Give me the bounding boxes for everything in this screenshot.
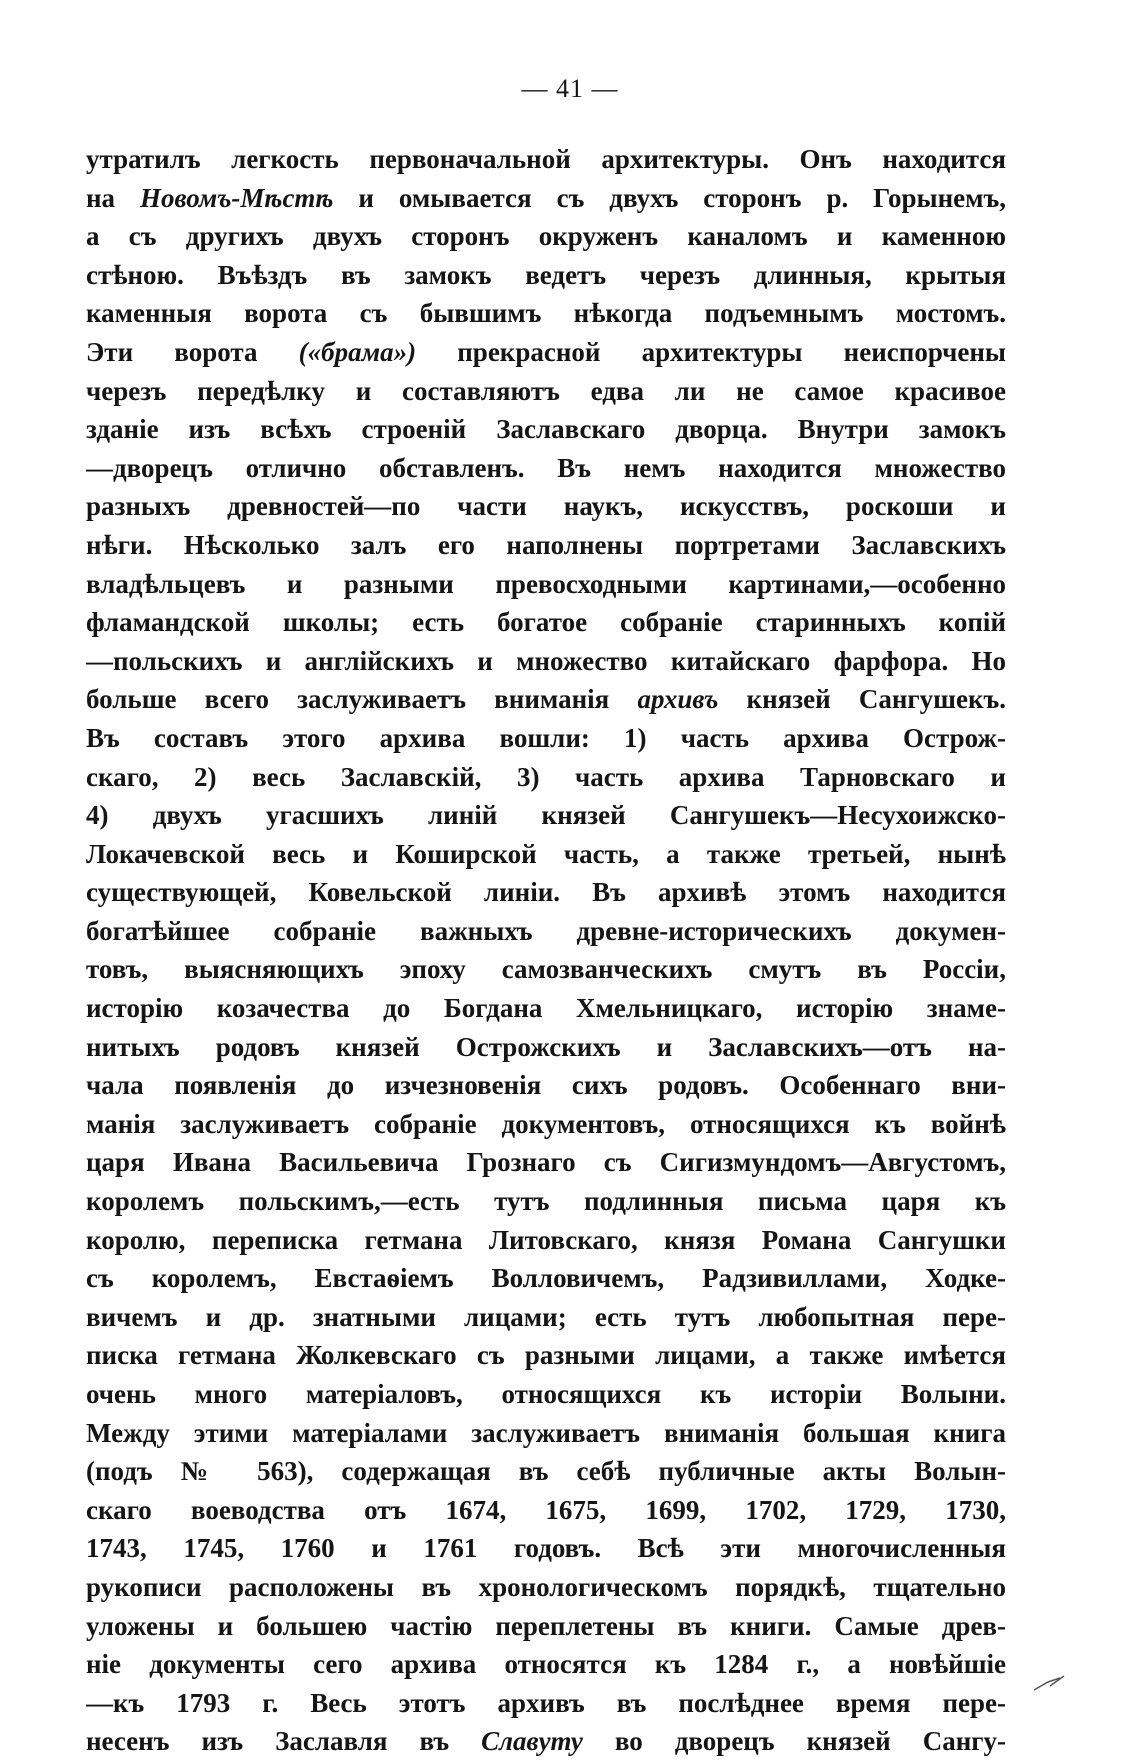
text-segment: съ королемъ, Евстаѳіемъ Волловичемъ, Радзивиллами, Ходке-	[86, 1263, 1006, 1294]
ink-mark-decoration	[1030, 1668, 1070, 1698]
text-segment: королю, переписка гетмана Литовскаго, князя Романа Сангушки	[86, 1224, 1006, 1255]
text-segment: исторію козачества до Богдана Хмельницкаго, исторію знаме-	[86, 993, 1006, 1024]
text-segment: 4) двухъ угасшихъ линій князей Сангушекъ—Несухоижско-	[86, 800, 1006, 831]
text-line	[86, 1221, 1006, 1260]
text-segment: вичемъ и др. знатными лицами; есть тутъ любопытная пере-	[86, 1301, 1006, 1332]
text-line	[86, 1607, 1006, 1646]
text-segment: каменныя ворота съ бывшимъ нѣкогда подъемнымъ мостомъ.	[86, 298, 1006, 329]
text-segment: Между этими матеріалами заслуживаетъ вниманія большая книга	[86, 1417, 1006, 1448]
text-line	[86, 1568, 1006, 1607]
italic-text-segment: («брама»)	[298, 336, 417, 367]
text-segment: —къ 1793 г. Весь этотъ архивъ въ послѣднее время пере-	[86, 1687, 1006, 1718]
text-segment: скаго воеводства отъ 1674, 1675, 1699, 1702, 1729, 1730,	[86, 1494, 1006, 1525]
text-line	[86, 719, 1006, 758]
text-line	[86, 912, 1006, 951]
text-segment: существующей, Ковельской линіи. Въ архивѣ этомъ находится	[86, 877, 1006, 908]
text-line	[86, 680, 1006, 719]
text-segment: чала появленія до изчезновенія сихъ родовъ. Особеннаго вни-	[86, 1070, 1006, 1101]
text-line	[86, 642, 1006, 681]
text-segment: писка гетмана Жолкевскаго съ разными лицами, а также имѣется	[86, 1340, 1006, 1371]
italic-text-segment: Новомъ-Мѣстѣ	[140, 182, 334, 213]
text-segment: рукописи расположены въ хронологическомъ порядкѣ, тщательно	[86, 1571, 1006, 1602]
text-segment: богатѣйшее собраніе важныхъ древне-историческихъ докумен-	[86, 915, 1006, 946]
text-segment: нѣги. Нѣсколько залъ его наполнены портретами Заславскихъ	[86, 529, 1006, 560]
text-segment: зданіе изъ всѣхъ строеній Заславскаго дворца. Внутри замокъ	[86, 414, 1006, 445]
text-segment: ніе документы сего архива относятся къ 1284 г., а новѣйшіе	[86, 1649, 1006, 1680]
text-segment: а съ другихъ двухъ сторонъ окруженъ каналомъ и каменною	[86, 221, 1006, 252]
text-line	[86, 1529, 1006, 1568]
text-line	[86, 1452, 1006, 1491]
text-line	[86, 372, 1006, 411]
text-line	[86, 1336, 1006, 1375]
italic-text-segment: Славуту	[481, 1726, 583, 1757]
text-segment: больше всего заслуживаетъ вниманія	[86, 684, 638, 715]
text-segment: —дворецъ отлично обставленъ. Въ немъ находится множество	[86, 452, 1006, 483]
text-segment: князей Сангушекъ.	[718, 684, 1006, 715]
text-line	[86, 835, 1006, 874]
text-segment: нитыхъ родовъ князей Острожскихъ и Заславскихъ—отъ на-	[86, 1031, 1006, 1062]
text-line	[86, 1645, 1006, 1684]
text-segment: утратилъ легкость первоначальной архитектуры. Онъ находится	[86, 144, 1006, 174]
text-line	[86, 1722, 1006, 1761]
text-line	[86, 1105, 1006, 1144]
text-line	[86, 256, 1006, 295]
text-segment: скаго, 2) весь Заславскій, 3) часть архива Тарновскаго и	[86, 761, 1006, 792]
text-segment: —польскихъ и англійскихъ и множество китайскаго фарфора. Но	[86, 645, 1006, 676]
text-line	[86, 1182, 1006, 1221]
text-line	[86, 796, 1006, 835]
text-segment: очень много матеріаловъ, относящихся къ исторіи Волыни.	[86, 1379, 1006, 1409]
text-segment: Въ составъ этого архива вошли: 1) часть архива Острож-	[86, 722, 1006, 753]
body-text	[86, 140, 1006, 1761]
text-line	[86, 487, 1006, 526]
text-segment: царя Ивана Васильевича Грознаго съ Сигизмундомъ—Августомъ,	[86, 1147, 1006, 1178]
text-line	[86, 1066, 1006, 1105]
text-segment: фламандской школы; есть богатое собраніе старинныхъ копій	[86, 607, 1006, 638]
text-segment: на	[86, 182, 141, 213]
text-segment: несенъ изъ Заславля въ	[86, 1726, 482, 1757]
text-line	[86, 1375, 1006, 1414]
text-line	[86, 950, 1006, 989]
italic-text-segment: архивъ	[637, 684, 719, 715]
text-segment: черезъ передѣлку и составляютъ едва ли не самое красивое	[86, 375, 1006, 406]
text-line	[86, 1414, 1006, 1453]
text-segment: и омывается съ двухъ сторонъ р. Горынемъ,	[333, 182, 1006, 213]
text-line	[86, 140, 1006, 179]
text-segment: 1743, 1745, 1760 и 1761 годовъ. Всѣ эти многочисленныя	[86, 1533, 1006, 1564]
text-line	[86, 526, 1006, 565]
text-line	[86, 873, 1006, 912]
text-line	[86, 217, 1006, 256]
text-segment: товъ, выясняющихъ эпоху самозванческихъ смутъ въ Россіи,	[86, 954, 1006, 985]
text-segment: разныхъ древностей—по части наукъ, искусствъ, роскоши и	[86, 491, 1006, 522]
text-line	[86, 1684, 1006, 1723]
text-segment: манія заслуживаетъ собраніе документовъ, относящихся къ войнѣ	[86, 1108, 1006, 1139]
text-segment: стѣною. Въѣздъ въ замокъ ведетъ черезъ длинныя, крытыя	[86, 259, 1006, 290]
text-line	[86, 410, 1006, 449]
text-line	[86, 1259, 1006, 1298]
text-line	[86, 1298, 1006, 1337]
text-segment: во дворецъ князей Сангу-	[582, 1726, 1006, 1757]
text-segment: прекрасной архитектуры неиспорчены	[416, 336, 1006, 367]
text-segment: Эти ворота	[86, 336, 299, 367]
text-line	[86, 1143, 1006, 1182]
text-line	[86, 333, 1006, 372]
text-line	[86, 989, 1006, 1028]
text-segment: уложены и большею частію переплетены въ книги. Самые древ-	[86, 1610, 1006, 1641]
text-line	[86, 1028, 1006, 1067]
text-segment: королемъ польскимъ,—есть тутъ подлинныя письма царя къ	[86, 1186, 1006, 1217]
text-segment: владѣльцевъ и разными превосходными картинами,—особенно	[86, 568, 1006, 599]
page-number: — 41 —	[521, 74, 619, 103]
text-line	[86, 1491, 1006, 1530]
text-line	[86, 565, 1006, 604]
text-line	[86, 603, 1006, 642]
text-line	[86, 449, 1006, 488]
text-segment: (подъ № 563), содержащая въ себѣ публичные акты Волын-	[86, 1456, 1006, 1487]
text-segment: Локачевской весь и Коширской часть, а также третьей, нынѣ	[86, 838, 1006, 869]
text-line	[86, 758, 1006, 797]
text-line	[86, 294, 1006, 333]
text-line	[86, 179, 1006, 218]
